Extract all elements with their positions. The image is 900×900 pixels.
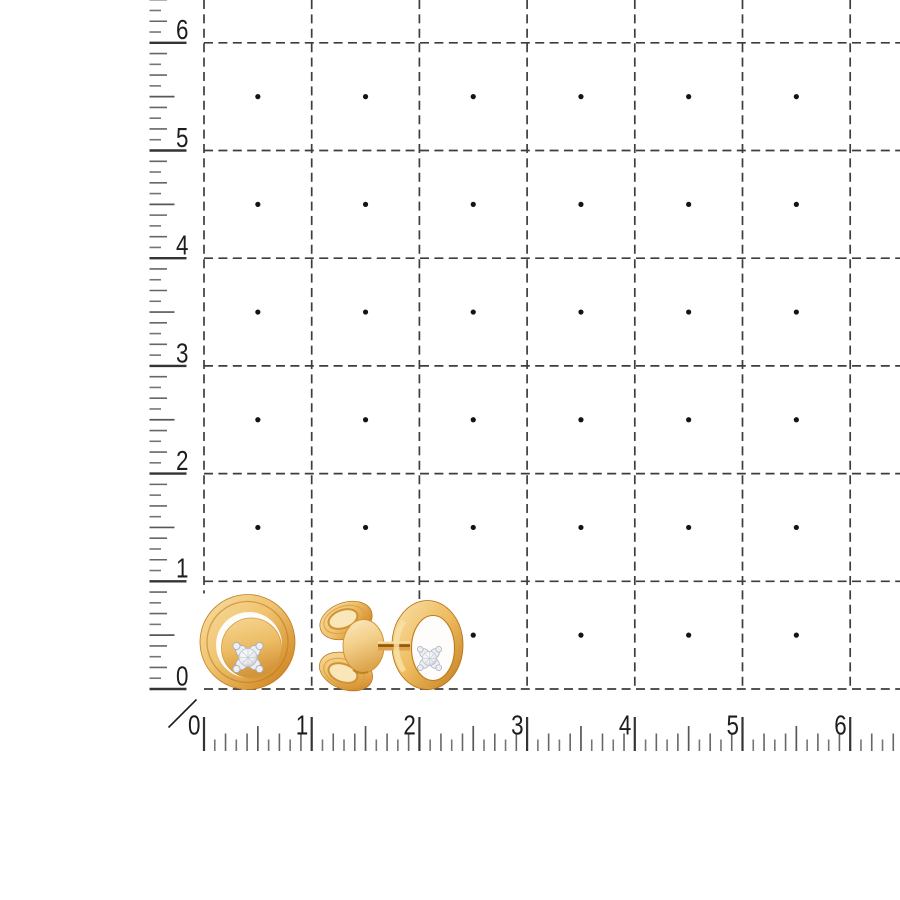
horizontal-ruler-labels (188, 710, 847, 741)
h-label-2: 2 (403, 710, 416, 742)
v-label-2: 2 (176, 445, 189, 477)
earring-side-view (314, 594, 465, 697)
v-label-5: 5 (176, 122, 189, 154)
clutch-disc (343, 620, 384, 673)
h-label-4: 4 (618, 710, 632, 742)
h-label-3: 3 (511, 710, 524, 742)
h-label-1: 1 (295, 710, 309, 742)
v-label-6: 6 (176, 14, 189, 46)
h-label-0: 0 (188, 710, 201, 742)
h-label-5: 5 (726, 710, 739, 742)
h-label-6: 6 (834, 710, 847, 742)
v-label-4: 4 (176, 230, 189, 262)
vertical-ruler-labels (176, 15, 188, 692)
v-label-1: 1 (176, 553, 189, 585)
v-label-3: 3 (176, 338, 189, 369)
cm-grid-dashed-lines (204, 0, 900, 689)
earring-front-view (198, 594, 298, 690)
v-label-0: 0 (176, 661, 189, 693)
